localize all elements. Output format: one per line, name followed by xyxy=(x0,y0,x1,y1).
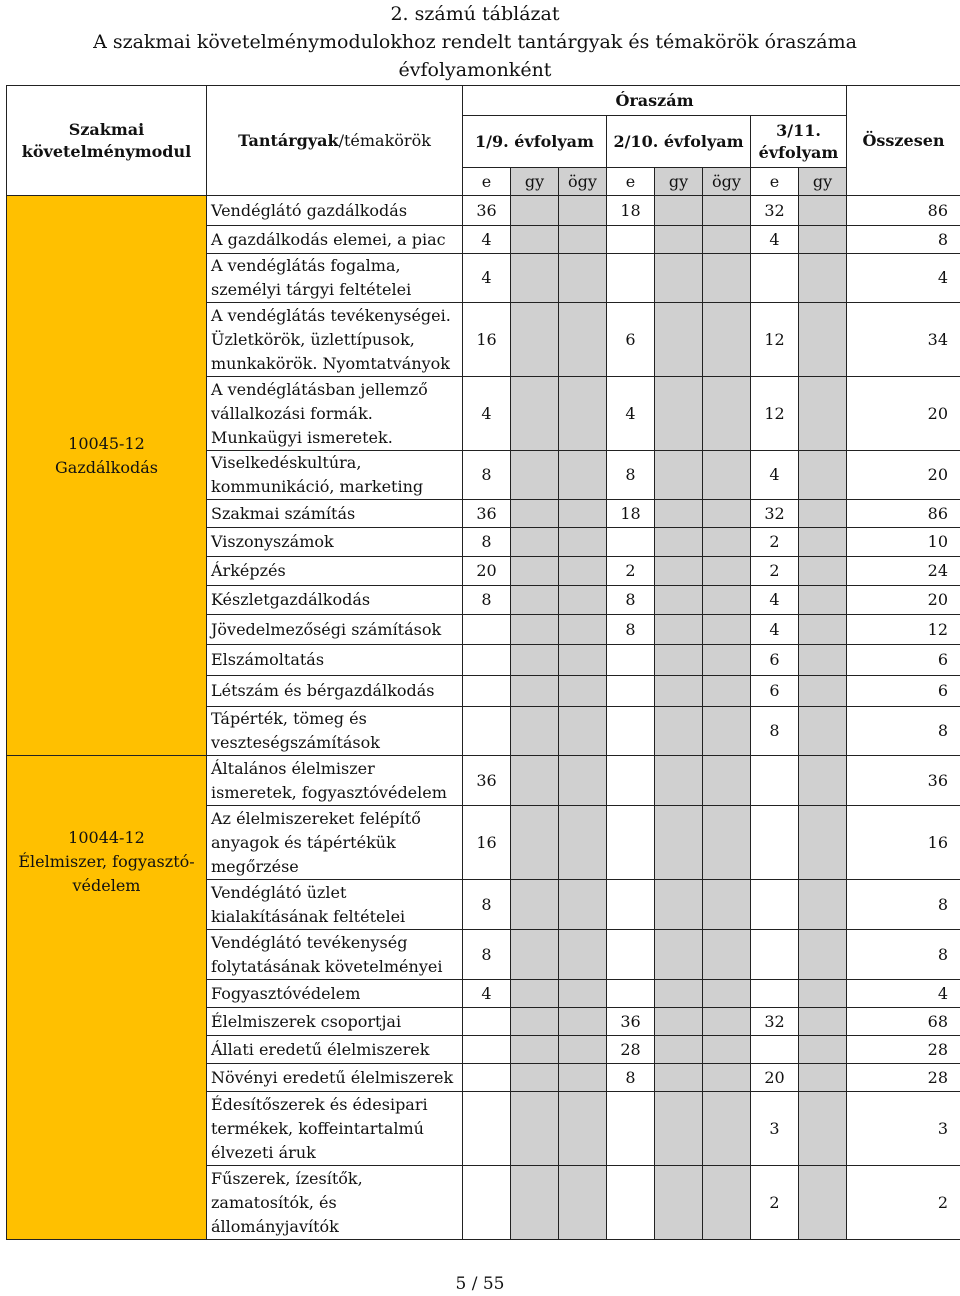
table-row xyxy=(7,756,960,806)
topic-name: Jövedelmezőségi számítások xyxy=(207,615,463,645)
hours-cell xyxy=(511,1092,559,1166)
hours-cell: 12 xyxy=(751,377,799,451)
hours-cell xyxy=(511,226,559,254)
hours-cell xyxy=(559,1064,607,1092)
hours-cell: 36 xyxy=(607,1008,655,1036)
hours-cell: 32 xyxy=(751,1008,799,1036)
hours-cell xyxy=(463,707,511,756)
hours-cell: 8 xyxy=(751,707,799,756)
hours-cell xyxy=(655,980,703,1008)
topic-name: Elszámoltatás xyxy=(207,645,463,676)
hours-cell xyxy=(607,645,655,676)
hours-cell xyxy=(799,980,847,1008)
hours-cell: 6 xyxy=(607,303,655,377)
hours-cell: 4 xyxy=(607,377,655,451)
hours-cell xyxy=(511,880,559,930)
hours-cell xyxy=(655,500,703,528)
hours-cell xyxy=(607,254,655,303)
total-cell: 12 xyxy=(847,615,960,645)
hours-cell: 2 xyxy=(751,528,799,557)
hours-cell xyxy=(511,1064,559,1092)
hours-cell: 36 xyxy=(463,500,511,528)
total-cell: 20 xyxy=(847,586,960,615)
topic-name: A vendéglátás fogalma, személyi tárgyi feltételei xyxy=(207,254,463,303)
hours-cell xyxy=(559,226,607,254)
hours-cell xyxy=(463,1166,511,1240)
hours-cell xyxy=(655,806,703,880)
module-code: 10045-12 xyxy=(68,434,145,453)
hours-cell xyxy=(751,1036,799,1064)
hours-cell xyxy=(703,676,751,707)
hours-cell xyxy=(607,1166,655,1240)
hours-cell xyxy=(799,1064,847,1092)
hours-cell: 8 xyxy=(607,1064,655,1092)
hours-cell xyxy=(703,806,751,880)
hours-cell: 32 xyxy=(751,500,799,528)
hours-cell xyxy=(799,1036,847,1064)
hours-cell: 12 xyxy=(751,303,799,377)
hours-cell: 4 xyxy=(463,226,511,254)
hours-cell xyxy=(799,645,847,676)
subject-name: Szakmai számítás xyxy=(207,500,463,528)
hours-cell xyxy=(703,756,751,806)
hours-cell xyxy=(655,254,703,303)
subcol: e xyxy=(463,168,511,196)
total-cell: 20 xyxy=(847,377,960,451)
hours-cell xyxy=(511,557,559,586)
total-cell: 16 xyxy=(847,806,960,880)
header-module: Szakmai követelménymodul xyxy=(7,86,207,196)
hours-cell xyxy=(703,615,751,645)
hours-cell xyxy=(607,226,655,254)
hours-cell: 8 xyxy=(463,528,511,557)
total-cell: 86 xyxy=(847,196,960,226)
hours-cell xyxy=(751,980,799,1008)
hours-cell xyxy=(799,451,847,500)
hours-cell: 20 xyxy=(751,1064,799,1092)
hours-cell xyxy=(559,1036,607,1064)
module-name: Gazdálkodás xyxy=(55,458,158,477)
subcol: ögy xyxy=(703,168,751,196)
hours-cell xyxy=(799,1092,847,1166)
total-cell: 8 xyxy=(847,930,960,980)
hours-cell: 3 xyxy=(751,1092,799,1166)
hours-cell xyxy=(511,980,559,1008)
module-code: 10044-12 xyxy=(68,828,145,847)
hours-cell xyxy=(559,196,607,226)
hours-cell xyxy=(463,1092,511,1166)
page-number: 5 / 55 xyxy=(455,1274,505,1294)
subcol: gy xyxy=(799,168,847,196)
hours-cell xyxy=(799,756,847,806)
hours-cell xyxy=(799,1166,847,1240)
hours-cell xyxy=(655,676,703,707)
table-row xyxy=(7,196,960,226)
hours-cell xyxy=(655,880,703,930)
hours-cell: 6 xyxy=(751,645,799,676)
hours-cell xyxy=(607,880,655,930)
hours-cell xyxy=(559,1166,607,1240)
hours-cell: 8 xyxy=(463,880,511,930)
hours-cell xyxy=(559,528,607,557)
hours-cell xyxy=(655,1036,703,1064)
topic-name: Az élelmiszereket felépítő anyagok és tápértékük megőrzése xyxy=(207,806,463,880)
hours-cell xyxy=(703,1036,751,1064)
module-cell xyxy=(7,756,207,1240)
hours-cell: 8 xyxy=(607,451,655,500)
hours-cell xyxy=(799,557,847,586)
total-cell: 20 xyxy=(847,451,960,500)
hours-cell xyxy=(703,707,751,756)
hours-cell xyxy=(511,196,559,226)
topic-name: Vendéglátó üzlet kialakításának feltételei xyxy=(207,880,463,930)
hours-cell xyxy=(511,1008,559,1036)
hours-cell xyxy=(511,528,559,557)
hours-cell xyxy=(559,930,607,980)
hours-cell: 36 xyxy=(463,756,511,806)
hours-table xyxy=(6,85,960,1240)
hours-cell xyxy=(799,254,847,303)
topic-name: Vendéglátó tevékenység folytatásának követelményei xyxy=(207,930,463,980)
hours-cell: 4 xyxy=(751,615,799,645)
hours-cell xyxy=(559,880,607,930)
hours-cell xyxy=(655,451,703,500)
total-cell: 8 xyxy=(847,226,960,254)
topic-name: A gazdálkodás elemei, a piac xyxy=(207,226,463,254)
subcol: e xyxy=(751,168,799,196)
topic-name: Készletgazdálkodás xyxy=(207,586,463,615)
hours-cell xyxy=(511,615,559,645)
hours-cell xyxy=(655,1166,703,1240)
hours-cell xyxy=(655,586,703,615)
hours-cell: 8 xyxy=(607,586,655,615)
hours-cell xyxy=(511,645,559,676)
hours-cell: 2 xyxy=(751,557,799,586)
hours-cell xyxy=(751,254,799,303)
subject-name: Vendéglátó gazdálkodás xyxy=(207,196,463,226)
header-subject: Tantárgyak/témakörök xyxy=(207,86,463,196)
hours-cell xyxy=(511,1166,559,1240)
hours-cell xyxy=(607,980,655,1008)
hours-cell xyxy=(607,1092,655,1166)
hours-cell xyxy=(559,1092,607,1166)
hours-cell: 4 xyxy=(463,254,511,303)
total-cell: 28 xyxy=(847,1064,960,1092)
hours-cell xyxy=(703,500,751,528)
hours-cell xyxy=(799,930,847,980)
hours-cell xyxy=(559,1008,607,1036)
subcol: gy xyxy=(655,168,703,196)
hours-cell: 32 xyxy=(751,196,799,226)
hours-cell xyxy=(511,500,559,528)
hours-cell xyxy=(559,615,607,645)
hours-cell xyxy=(511,676,559,707)
header-year-1: 1/9. évfolyam xyxy=(463,116,607,168)
hours-cell xyxy=(703,451,751,500)
hours-cell xyxy=(703,1064,751,1092)
hours-cell xyxy=(511,303,559,377)
hours-cell xyxy=(655,756,703,806)
hours-cell xyxy=(607,707,655,756)
hours-cell: 4 xyxy=(751,226,799,254)
total-cell: 24 xyxy=(847,557,960,586)
module-cell xyxy=(7,196,207,756)
total-cell: 6 xyxy=(847,645,960,676)
hours-cell xyxy=(799,676,847,707)
hours-cell xyxy=(511,806,559,880)
subcol: e xyxy=(607,168,655,196)
hours-cell xyxy=(607,806,655,880)
hours-cell: 4 xyxy=(751,586,799,615)
hours-cell xyxy=(559,557,607,586)
hours-cell xyxy=(703,1008,751,1036)
hours-cell xyxy=(655,557,703,586)
hours-cell xyxy=(559,707,607,756)
hours-cell xyxy=(655,930,703,980)
hours-cell xyxy=(511,254,559,303)
hours-cell: 4 xyxy=(751,451,799,500)
hours-cell xyxy=(463,1064,511,1092)
header-total: Összesen xyxy=(847,86,960,196)
hours-cell: 2 xyxy=(607,557,655,586)
hours-cell xyxy=(799,303,847,377)
total-cell: 8 xyxy=(847,880,960,930)
hours-cell xyxy=(799,377,847,451)
hours-cell xyxy=(511,1036,559,1064)
topic-name: Állati eredetű élelmiszerek xyxy=(207,1036,463,1064)
hours-cell xyxy=(799,707,847,756)
subject-name: Általános élelmiszer ismeretek, fogyasztóvédelem xyxy=(207,756,463,806)
hours-cell xyxy=(511,451,559,500)
hours-cell xyxy=(607,930,655,980)
hours-cell xyxy=(463,676,511,707)
total-cell: 10 xyxy=(847,528,960,557)
hours-cell xyxy=(703,1166,751,1240)
hours-cell xyxy=(703,254,751,303)
hours-cell xyxy=(703,880,751,930)
topic-name: Létszám és bérgazdálkodás xyxy=(207,676,463,707)
hours-cell xyxy=(703,303,751,377)
hours-cell xyxy=(655,196,703,226)
total-cell: 28 xyxy=(847,1036,960,1064)
hours-cell xyxy=(655,377,703,451)
hours-cell xyxy=(799,196,847,226)
hours-cell xyxy=(655,645,703,676)
hours-cell: 6 xyxy=(751,676,799,707)
hours-cell: 8 xyxy=(463,586,511,615)
total-cell: 3 xyxy=(847,1092,960,1166)
hours-cell xyxy=(511,377,559,451)
hours-cell xyxy=(607,756,655,806)
hours-cell xyxy=(655,226,703,254)
hours-cell xyxy=(655,707,703,756)
hours-cell: 28 xyxy=(607,1036,655,1064)
total-cell: 34 xyxy=(847,303,960,377)
hours-cell xyxy=(799,500,847,528)
hours-cell xyxy=(559,806,607,880)
total-cell: 4 xyxy=(847,254,960,303)
hours-cell xyxy=(655,303,703,377)
subcol: ögy xyxy=(559,168,607,196)
topic-name: A vendéglátásban jellemző vállalkozási formák. Munkaügyi ismeretek. xyxy=(207,377,463,451)
total-cell: 4 xyxy=(847,980,960,1008)
hours-cell xyxy=(559,645,607,676)
hours-cell xyxy=(703,557,751,586)
hours-cell xyxy=(799,880,847,930)
hours-cell: 20 xyxy=(463,557,511,586)
hours-cell xyxy=(799,226,847,254)
hours-cell xyxy=(463,1008,511,1036)
hours-cell xyxy=(703,377,751,451)
subject-name: Élelmiszerek csoportjai xyxy=(207,1008,463,1036)
hours-cell xyxy=(751,756,799,806)
hours-cell: 36 xyxy=(463,196,511,226)
hours-cell xyxy=(559,451,607,500)
module-name: Élelmiszer, fogyasztó-védelem xyxy=(18,852,195,895)
hours-cell xyxy=(559,586,607,615)
hours-cell xyxy=(703,930,751,980)
hours-cell xyxy=(655,615,703,645)
hours-cell xyxy=(703,528,751,557)
hours-cell: 16 xyxy=(463,806,511,880)
hours-cell xyxy=(703,980,751,1008)
hours-cell xyxy=(655,1092,703,1166)
hours-cell: 18 xyxy=(607,196,655,226)
hours-cell xyxy=(751,930,799,980)
hours-cell xyxy=(463,645,511,676)
hours-cell xyxy=(703,586,751,615)
total-cell: 2 xyxy=(847,1166,960,1240)
hours-cell xyxy=(703,645,751,676)
hours-cell xyxy=(559,676,607,707)
hours-cell xyxy=(511,756,559,806)
hours-cell xyxy=(655,1008,703,1036)
topic-name: Növényi eredetű élelmiszerek xyxy=(207,1064,463,1092)
hours-cell xyxy=(559,500,607,528)
total-cell: 8 xyxy=(847,707,960,756)
hours-cell xyxy=(751,880,799,930)
hours-cell xyxy=(511,707,559,756)
hours-cell xyxy=(559,254,607,303)
subcol: gy xyxy=(511,168,559,196)
hours-cell xyxy=(511,930,559,980)
hours-cell xyxy=(463,615,511,645)
table-caption-title: A szakmai követelménymodulokhoz rendelt tantárgyak és témakörök óraszáma xyxy=(93,31,857,53)
hours-cell xyxy=(703,1092,751,1166)
hours-cell: 8 xyxy=(463,451,511,500)
hours-cell xyxy=(655,1064,703,1092)
hours-cell xyxy=(559,756,607,806)
hours-cell xyxy=(559,377,607,451)
table-caption-number: 2. számú táblázat xyxy=(390,3,560,25)
hours-cell xyxy=(799,806,847,880)
hours-cell xyxy=(559,303,607,377)
hours-cell xyxy=(799,528,847,557)
hours-cell xyxy=(607,528,655,557)
topic-name: A vendéglátás tevékenységei. Üzletkörök, üzlettípusok, munkakörök. Nyomtatványok xyxy=(207,303,463,377)
topic-name: Fűszerek, ízesítők, zamatosítók, és állományjavítók xyxy=(207,1166,463,1240)
hours-cell: 2 xyxy=(751,1166,799,1240)
table-caption-title-cont: évfolyamonként xyxy=(398,59,552,81)
hours-cell xyxy=(655,528,703,557)
hours-cell xyxy=(751,806,799,880)
hours-cell xyxy=(799,586,847,615)
topic-name: Viszonyszámok xyxy=(207,528,463,557)
hours-cell: 8 xyxy=(607,615,655,645)
hours-cell xyxy=(607,676,655,707)
total-cell: 86 xyxy=(847,500,960,528)
total-cell: 36 xyxy=(847,756,960,806)
hours-cell: 4 xyxy=(463,980,511,1008)
hours-cell: 18 xyxy=(607,500,655,528)
hours-cell xyxy=(463,1036,511,1064)
hours-cell: 8 xyxy=(463,930,511,980)
hours-cell xyxy=(511,586,559,615)
header-oraszam: Óraszám xyxy=(463,86,847,116)
total-cell: 68 xyxy=(847,1008,960,1036)
hours-cell xyxy=(703,196,751,226)
hours-cell xyxy=(703,226,751,254)
header-year-2: 2/10. évfolyam xyxy=(607,116,751,168)
topic-name: Árképzés xyxy=(207,557,463,586)
topic-name: Édesítőszerek és édesipari termékek, koffeintartalmú élvezeti áruk xyxy=(207,1092,463,1166)
hours-cell: 4 xyxy=(463,377,511,451)
hours-cell xyxy=(799,615,847,645)
total-cell: 6 xyxy=(847,676,960,707)
topic-name: Tápérték, tömeg és veszteségszámítások xyxy=(207,707,463,756)
hours-cell xyxy=(559,980,607,1008)
hours-cell xyxy=(799,1008,847,1036)
topic-name: Fogyasztóvédelem xyxy=(207,980,463,1008)
topic-name: Viselkedéskultúra, kommunikáció, marketing xyxy=(207,451,463,500)
hours-cell: 16 xyxy=(463,303,511,377)
header-year-3: 3/11. évfolyam xyxy=(751,116,847,168)
